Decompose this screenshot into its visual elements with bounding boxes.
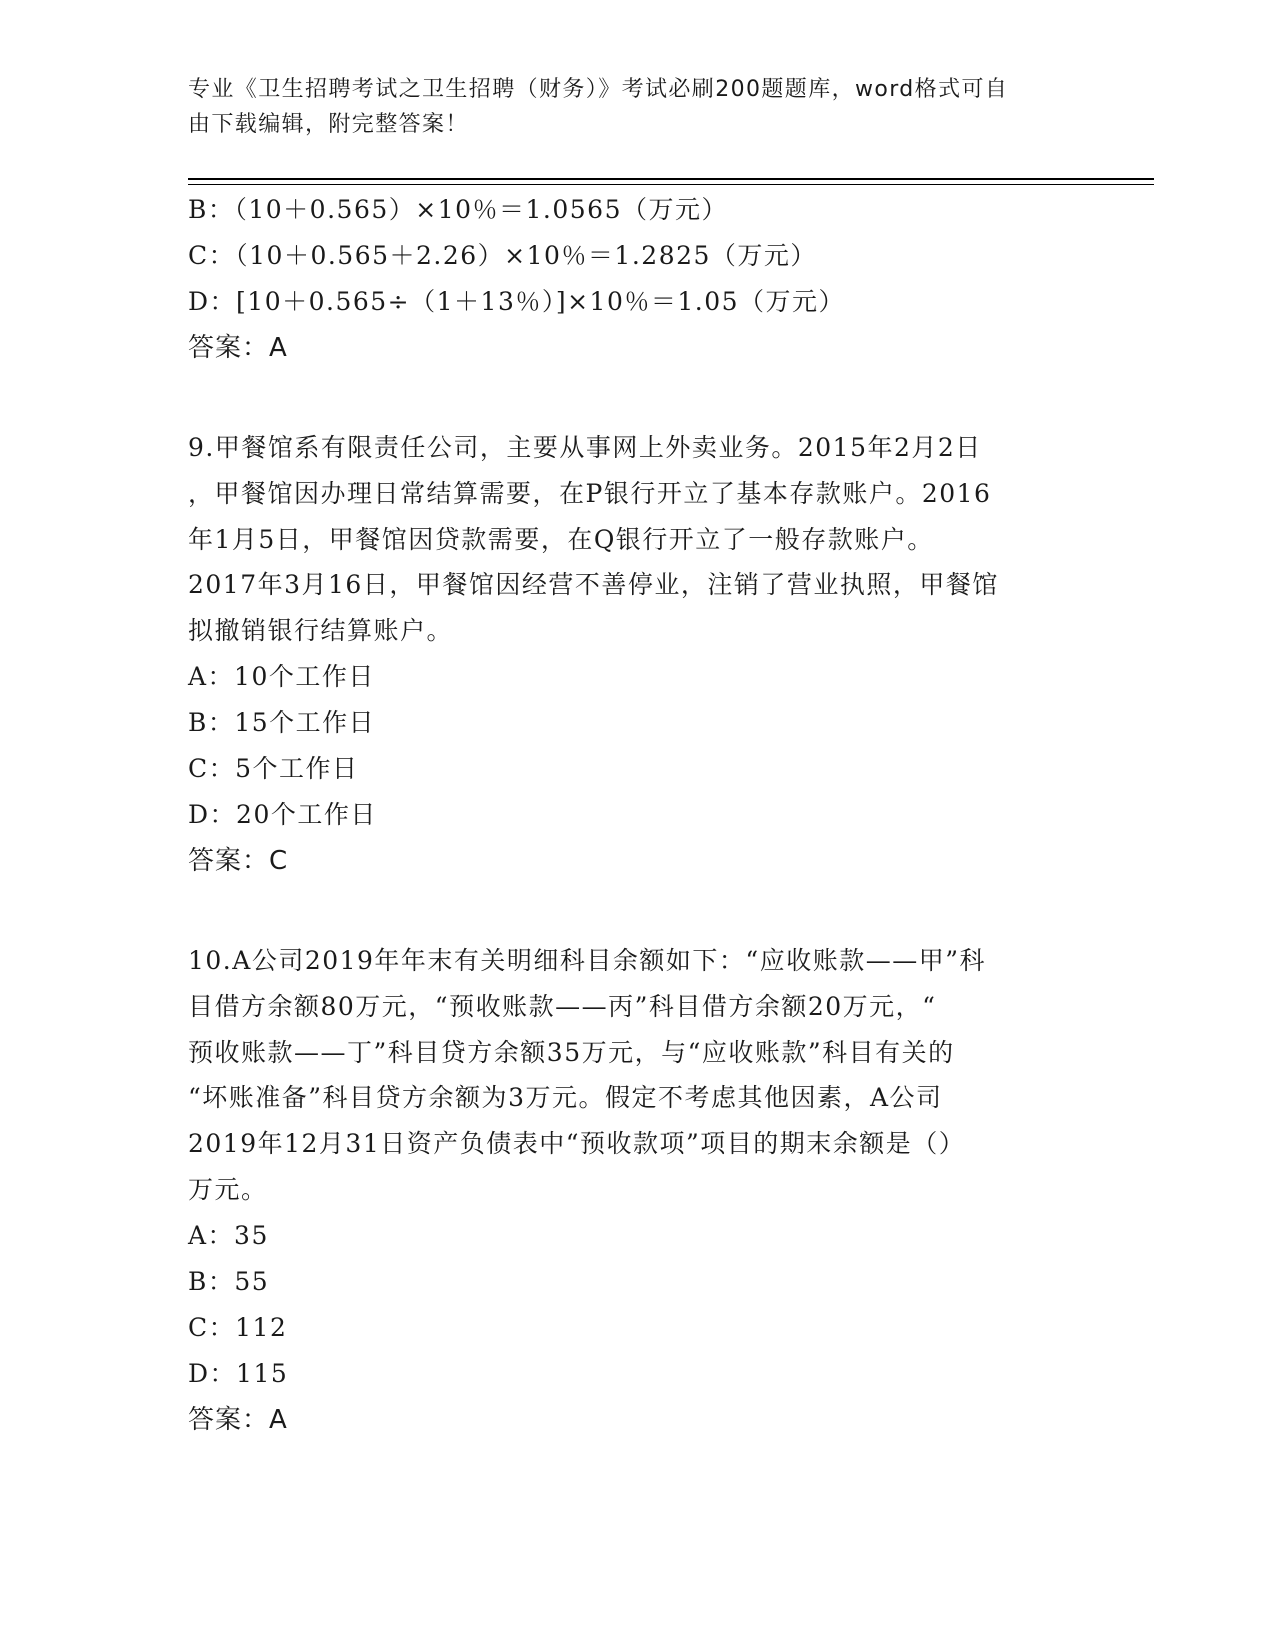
option-d: D：[10＋0.565÷（1＋13％）]×10％＝1.05（万元） — [188, 287, 846, 316]
stem-line: 2017年3月16日，甲餐馆因经营不善停业，注销了营业执照，甲餐馆 — [188, 570, 999, 600]
answer-line: 答案：C — [188, 845, 289, 876]
question-9 — [188, 425, 1088, 884]
option-a: A：35 — [188, 1220, 269, 1250]
header-rule-thin — [188, 184, 1154, 185]
stem-line: 2019年12月31日资产负债表中“预收款项”项目的期末余额是（） — [188, 1129, 966, 1159]
option-b: B：15个工作日 — [188, 707, 376, 737]
answer-line: 答案：A — [188, 333, 288, 363]
stem-line: 目借方余额80万元，“预收账款——丙”科目借方余额20万元，“ — [188, 991, 937, 1021]
question-content — [188, 187, 1088, 1443]
option-c: C：5个工作日 — [188, 753, 359, 783]
stem-line: 10.A公司2019年年末有关明细科目余额如下：“应收账款——甲”科 — [188, 945, 986, 975]
stem-line: ，甲餐馆因办理日常结算需要，在P银行开立了基本存款账户。2016 — [188, 478, 992, 508]
option-c: C：（10＋0.565＋2.26）×10％＝1.2825（万元） — [188, 241, 817, 270]
option-c: C：112 — [188, 1312, 288, 1342]
question-8-partial — [188, 187, 1088, 371]
question-gap — [188, 371, 1088, 425]
option-b: B：55 — [188, 1266, 270, 1296]
stem-line: 万元。 — [188, 1174, 268, 1204]
stem-line: 预收账款——丁”科目贷方余额35万元，与“应收账款”科目有关的 — [188, 1037, 955, 1067]
header-line-1: 专业《卫生招聘考试之卫生招聘（财务）》考试必刷200题题库，word格式可自 — [188, 77, 1009, 102]
answer-line: 答案：A — [188, 1404, 288, 1435]
header-rule-thick — [188, 178, 1154, 180]
document-header — [188, 72, 1068, 142]
stem-line: 拟撤销银行结算账户。 — [188, 616, 454, 646]
header-line-2: 由下载编辑，附完整答案！ — [188, 112, 469, 137]
option-d: D：20个工作日 — [188, 799, 377, 829]
question-stem — [188, 425, 1068, 654]
option-d: D：115 — [188, 1358, 289, 1388]
stem-line: 年1月5日，甲餐馆因贷款需要，在Q银行开立了一般存款账户。 — [188, 524, 934, 554]
stem-line: 9.甲餐馆系有限责任公司，主要从事网上外卖业务。2015年2月2日 — [188, 433, 982, 462]
question-10 — [188, 938, 1088, 1443]
option-a: A：10个工作日 — [188, 661, 375, 691]
option-b: B：（10＋0.565）×10％＝1.0565（万元） — [188, 195, 728, 224]
question-stem — [188, 938, 1068, 1213]
question-gap — [188, 884, 1088, 938]
stem-line: “坏账准备”科目贷方余额为3万元。假定不考虑其他因素，A公司 — [188, 1083, 943, 1113]
